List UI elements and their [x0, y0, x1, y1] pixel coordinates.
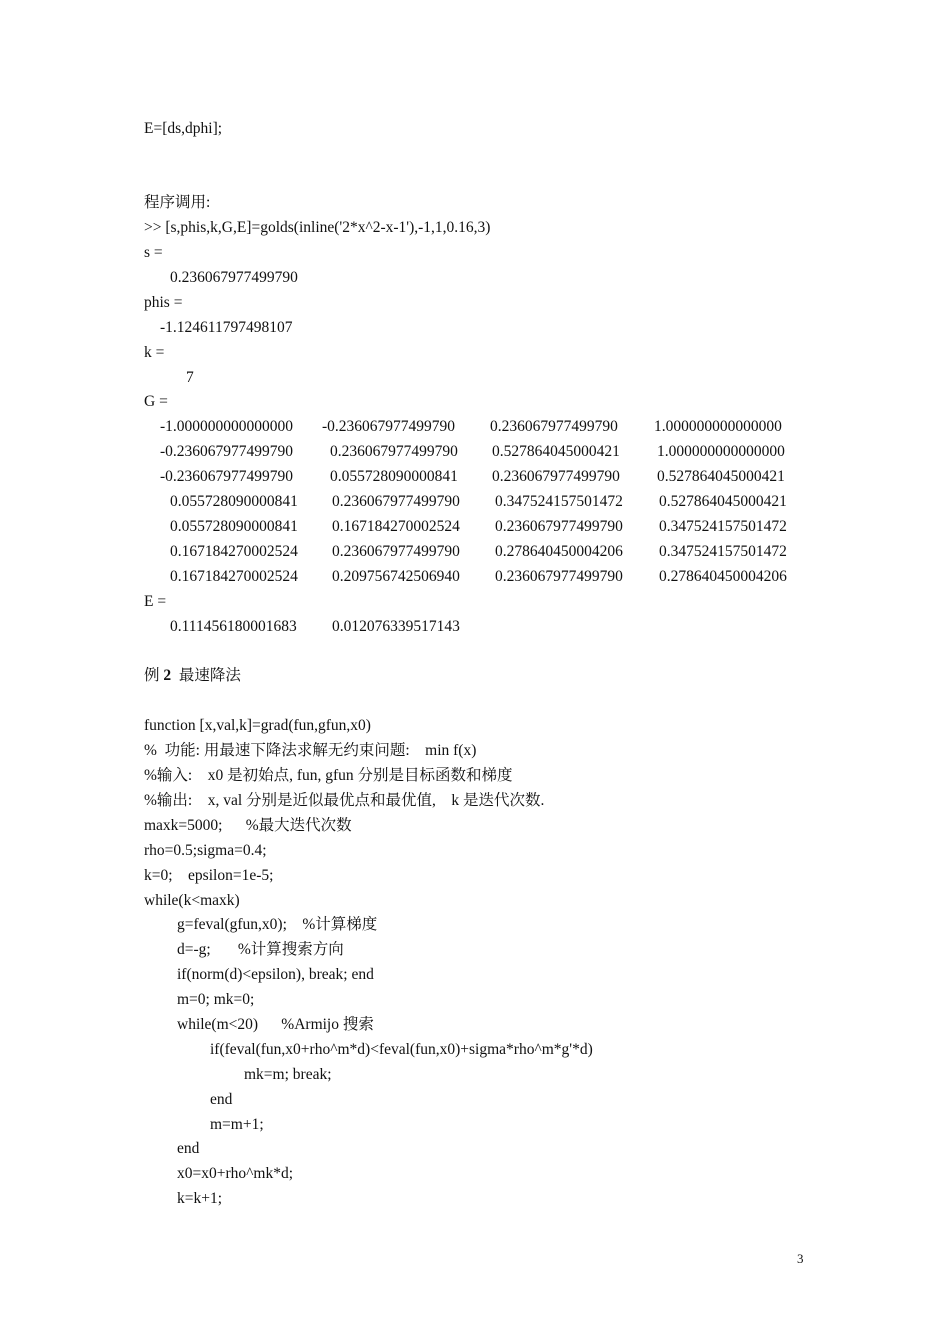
g-matrix-row — [0, 493, 950, 511]
code-line: rho=0.5;sigma=0.4; — [144, 842, 267, 859]
e-label: E = — [144, 593, 167, 610]
code-line: if(feval(fun,x0+rho^m*d)<feval(fun,x0)+sigma*rho^m*g'*d) — [210, 1041, 593, 1058]
g-label: G = — [144, 393, 168, 410]
page-number: 3 — [797, 1251, 804, 1266]
g-cell: 0.236067977499790 — [332, 543, 460, 560]
code-line: end — [177, 1140, 200, 1157]
g-cell: 0.055728090000841 — [170, 518, 298, 535]
g-cell: 0.236067977499790 — [490, 418, 618, 435]
g-cell: 0.278640450004206 — [495, 543, 623, 560]
code-line: m=0; mk=0; — [177, 991, 255, 1008]
s-value: 0.236067977499790 — [170, 269, 298, 286]
call-command: >> [s,phis,k,G,E]=golds(inline('2*x^2-x-1'),-1,1,0.16,3) — [144, 219, 491, 236]
e-value: 0.012076339517143 — [332, 618, 460, 635]
code-line: d=-g; %计算搜索方向 — [177, 941, 344, 958]
g-cell: 0.236067977499790 — [492, 468, 620, 485]
g-cell: 0.347524157501472 — [659, 518, 787, 535]
code-line: while(m<20) %Armijo 搜索 — [177, 1016, 374, 1033]
code-line: x0=x0+rho^mk*d; — [177, 1165, 294, 1182]
code-line: end — [210, 1091, 233, 1108]
code-line: maxk=5000; %最大迭代次数 — [144, 817, 352, 834]
g-cell: 0.209756742506940 — [332, 568, 460, 585]
g-cell: -0.236067977499790 — [160, 443, 294, 460]
g-cell: 0.347524157501472 — [495, 493, 623, 510]
phis-value: -1.124611797498107 — [160, 319, 293, 336]
code-line: k=0; epsilon=1e-5; — [144, 867, 274, 884]
s-label: s = — [144, 244, 163, 261]
g-cell: 0.236067977499790 — [495, 518, 623, 535]
g-cell: 0.527864045000421 — [492, 443, 620, 460]
g-cell: 1.000000000000000 — [657, 443, 785, 460]
code-line: if(norm(d)<epsilon), break; end — [177, 966, 374, 983]
g-cell: 0.236067977499790 — [332, 493, 460, 510]
g-matrix-row — [0, 443, 950, 461]
g-cell: -0.236067977499790 — [160, 468, 294, 485]
g-cell: 0.236067977499790 — [495, 568, 623, 585]
example-heading — [144, 667, 241, 685]
g-cell: 1.000000000000000 — [654, 418, 782, 435]
g-matrix-row — [0, 468, 950, 486]
e-assign-line: E=[ds,dphi]; — [144, 120, 223, 137]
g-cell: 0.055728090000841 — [330, 468, 458, 485]
code-line: % 功能: 用最速下降法求解无约束问题: min f(x) — [144, 742, 477, 759]
g-cell: 0.347524157501472 — [659, 543, 787, 560]
g-matrix-row — [0, 518, 950, 536]
g-cell: 0.167184270002524 — [170, 543, 298, 560]
k-value: 7 — [186, 369, 194, 386]
g-cell: 0.055728090000841 — [170, 493, 298, 510]
e-value: 0.111456180001683 — [170, 618, 297, 635]
g-cell: -1.000000000000000 — [160, 418, 294, 435]
g-matrix-row — [0, 543, 950, 561]
code-line: %输入: x0 是初始点, fun, gfun 分别是目标函数和梯度 — [144, 767, 513, 784]
example-title: 最速降法 — [178, 667, 241, 684]
code-line: m=m+1; — [210, 1116, 264, 1133]
example-prefix: 例 — [144, 667, 160, 684]
code-line: g=feval(gfun,x0); %计算梯度 — [177, 916, 378, 933]
code-line: %输出: x, val 分别是近似最优点和最优值, k 是迭代次数. — [144, 792, 545, 809]
g-cell: 0.527864045000421 — [659, 493, 787, 510]
call-header: 程序调用: — [144, 194, 211, 211]
g-cell: 0.236067977499790 — [330, 443, 458, 460]
g-cell: 0.527864045000421 — [657, 468, 785, 485]
e-values-row — [0, 618, 950, 636]
g-cell: -0.236067977499790 — [322, 418, 456, 435]
g-cell: 0.167184270002524 — [332, 518, 460, 535]
example-number: 2 — [163, 667, 172, 684]
g-matrix-row — [0, 568, 950, 586]
k-label: k = — [144, 344, 165, 361]
code-line: function [x,val,k]=grad(fun,gfun,x0) — [144, 717, 371, 734]
code-line: k=k+1; — [177, 1190, 223, 1207]
code-line: mk=m; break; — [244, 1066, 332, 1083]
g-cell: 0.278640450004206 — [659, 568, 787, 585]
g-matrix-row — [0, 418, 950, 436]
phis-label: phis = — [144, 294, 183, 311]
code-line: while(k<maxk) — [144, 892, 240, 909]
g-cell: 0.167184270002524 — [170, 568, 298, 585]
